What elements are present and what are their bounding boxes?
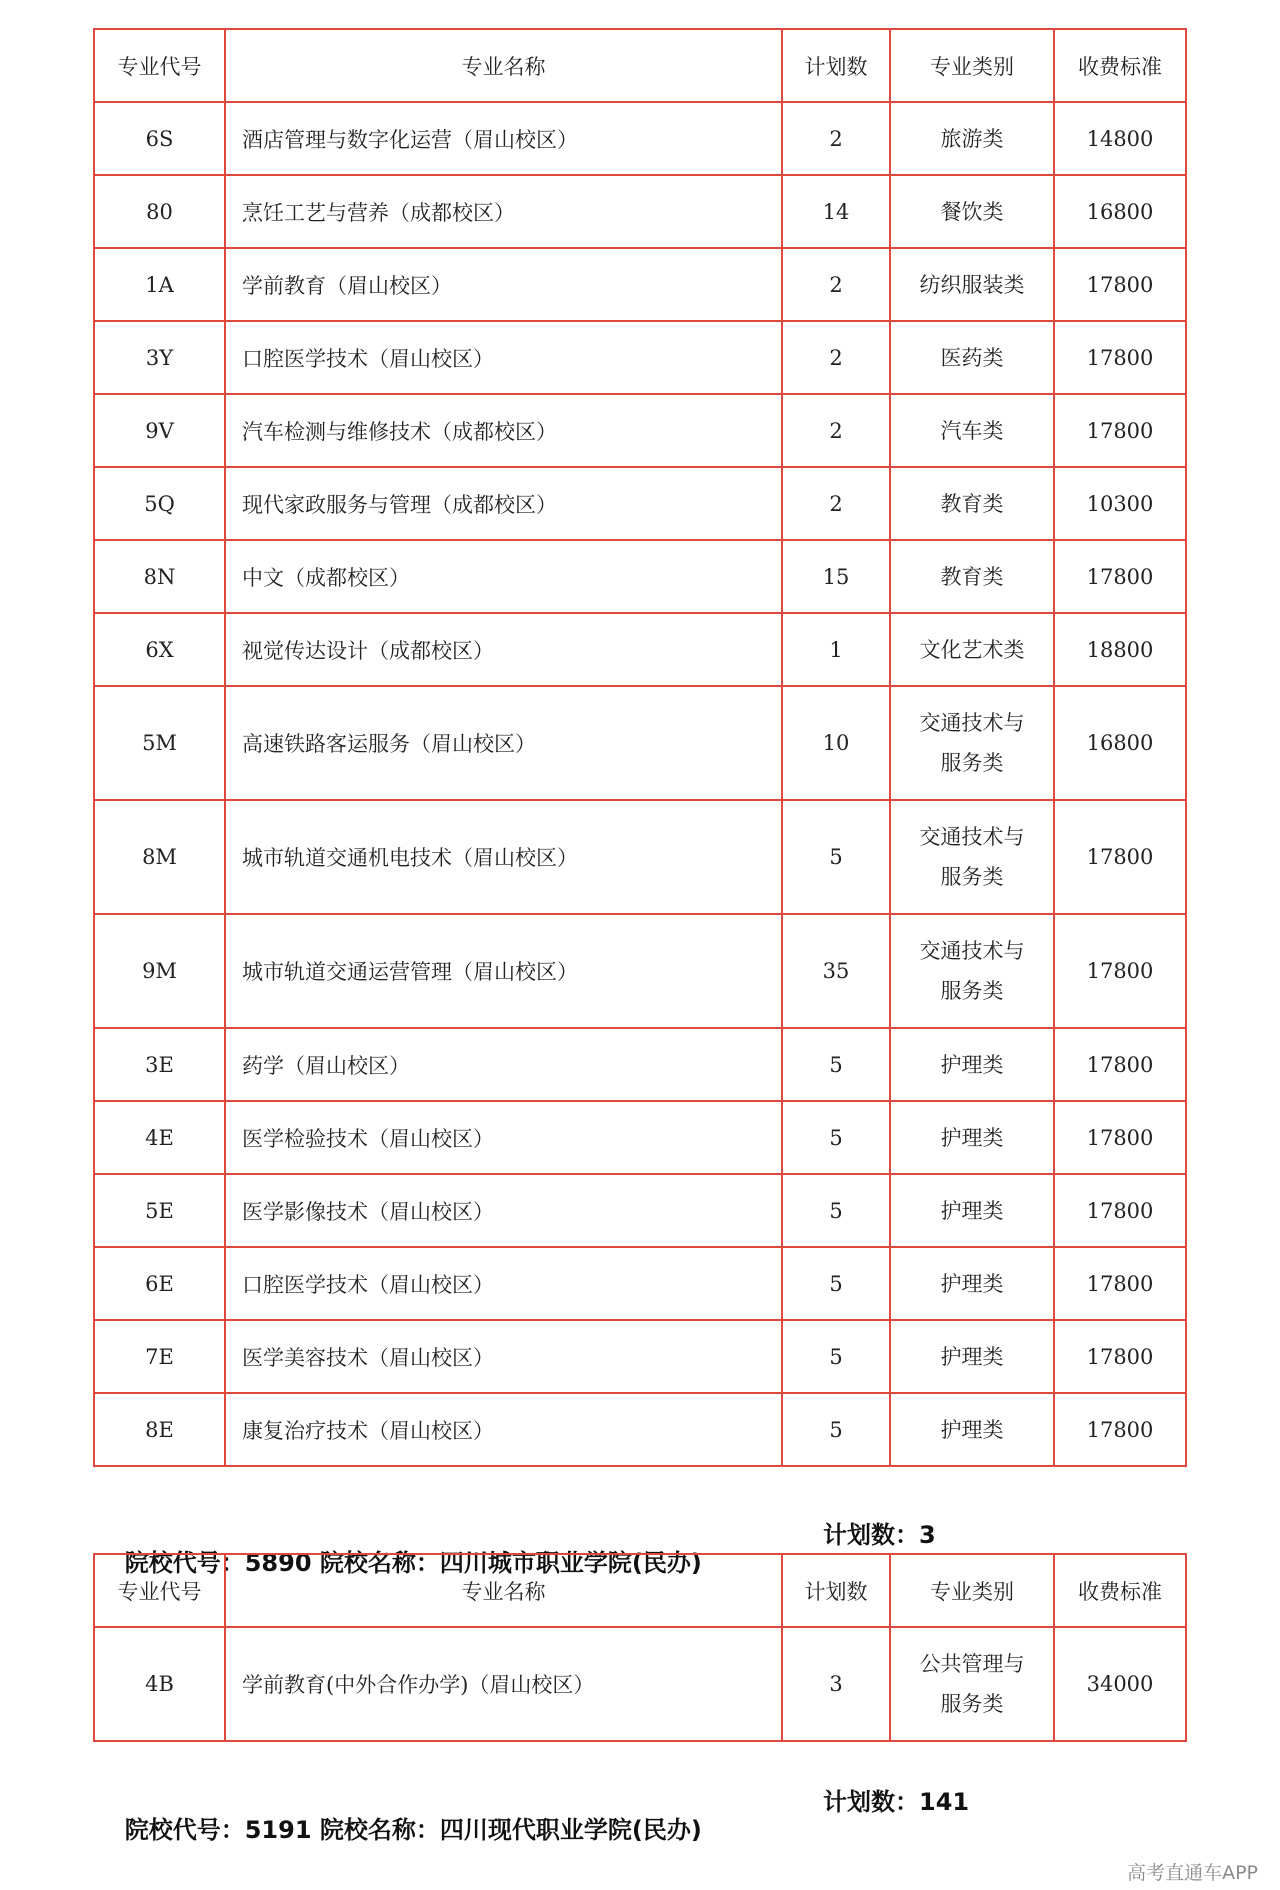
- cell-plan: 5: [782, 800, 890, 914]
- cell-plan: 2: [782, 102, 890, 175]
- cell-code: 5M: [94, 686, 225, 800]
- cell-name: 学前教育(中外合作办学)（眉山校区）: [225, 1627, 782, 1741]
- cell-name: 烹饪工艺与营养（成都校区）: [225, 175, 782, 248]
- cell-category: [890, 102, 1054, 175]
- cell-plan: 10: [782, 686, 890, 800]
- header-name: 专业名称: [225, 1554, 782, 1627]
- header-category: 专业类别: [890, 29, 1054, 102]
- cell-category: [890, 800, 1054, 914]
- category-line: 医药类: [940, 345, 1004, 370]
- table-row: [94, 914, 1186, 1028]
- cell-name: 医学美容技术（眉山校区）: [225, 1320, 782, 1393]
- table-row: [94, 540, 1186, 613]
- cell-code: 4B: [94, 1627, 225, 1741]
- category-line: 汽车类: [940, 418, 1004, 443]
- table-row: [94, 102, 1186, 175]
- table-header: [94, 29, 1186, 102]
- table-header: [94, 1554, 1186, 1627]
- cell-name: 药学（眉山校区）: [225, 1028, 782, 1101]
- header-code: 专业代号: [94, 29, 225, 102]
- cell-code: 6S: [94, 102, 225, 175]
- category-line: 公共管理与: [919, 1652, 1025, 1676]
- cell-fee: 17800: [1054, 394, 1186, 467]
- cell-plan: 5: [782, 1247, 890, 1320]
- category-line: 服务类: [940, 751, 1004, 775]
- cell-code: 8M: [94, 800, 225, 914]
- table-body: [94, 1627, 1186, 1741]
- cell-category: [890, 686, 1054, 800]
- cell-plan: 2: [782, 248, 890, 321]
- table-row: [94, 175, 1186, 248]
- category-line: 纺织服装类: [919, 272, 1025, 297]
- cell-fee: 17800: [1054, 1320, 1186, 1393]
- table-row: [94, 1101, 1186, 1174]
- category-line: 护理类: [940, 1198, 1004, 1223]
- school-plan-count: 计划数：3: [823, 1521, 936, 1549]
- cell-plan: 3: [782, 1627, 890, 1741]
- cell-category: [890, 1627, 1054, 1741]
- cell-code: 7E: [94, 1320, 225, 1393]
- cell-fee: 17800: [1054, 248, 1186, 321]
- cell-name: 城市轨道交通机电技术（眉山校区）: [225, 800, 782, 914]
- cell-code: 9M: [94, 914, 225, 1028]
- table-row: [94, 1393, 1186, 1466]
- table-row: [94, 1028, 1186, 1101]
- cell-category: [890, 1393, 1054, 1466]
- cell-category: [890, 1320, 1054, 1393]
- cell-code: 6X: [94, 613, 225, 686]
- header-fee: 收费标准: [1054, 29, 1186, 102]
- cell-code: 3Y: [94, 321, 225, 394]
- cell-plan: 15: [782, 540, 890, 613]
- header-plan: 计划数: [782, 1554, 890, 1627]
- cell-plan: 1: [782, 613, 890, 686]
- cell-code: 5Q: [94, 467, 225, 540]
- header-category: 专业类别: [890, 1554, 1054, 1627]
- cell-name: 现代家政服务与管理（成都校区）: [225, 467, 782, 540]
- cell-fee: 17800: [1054, 1101, 1186, 1174]
- cell-name: 高速铁路客运服务（眉山校区）: [225, 686, 782, 800]
- table-body: [94, 102, 1186, 1466]
- category-line: 护理类: [940, 1417, 1004, 1442]
- cell-fee: 10300: [1054, 467, 1186, 540]
- majors-table-1: [93, 28, 1187, 1467]
- cell-fee: 17800: [1054, 1028, 1186, 1101]
- cell-plan: 2: [782, 467, 890, 540]
- cell-plan: 2: [782, 394, 890, 467]
- category-line: 文化艺术类: [919, 637, 1025, 662]
- cell-fee: 18800: [1054, 613, 1186, 686]
- cell-fee: 17800: [1054, 1393, 1186, 1466]
- cell-fee: 17800: [1054, 914, 1186, 1028]
- school-plan-count: 计划数：141: [823, 1788, 970, 1816]
- header-fee: 收费标准: [1054, 1554, 1186, 1627]
- cell-fee: 17800: [1054, 1174, 1186, 1247]
- school-label: 院校代号：5191 院校名称：四川现代职业学院(民办): [124, 1816, 702, 1844]
- cell-plan: 5: [782, 1174, 890, 1247]
- cell-code: 8N: [94, 540, 225, 613]
- category-line: 教育类: [940, 564, 1004, 589]
- cell-fee: 17800: [1054, 1247, 1186, 1320]
- cell-name: 医学影像技术（眉山校区）: [225, 1174, 782, 1247]
- cell-category: [890, 1247, 1054, 1320]
- cell-fee: 17800: [1054, 540, 1186, 613]
- table-row: [94, 321, 1186, 394]
- cell-category: [890, 248, 1054, 321]
- category-line: 护理类: [940, 1052, 1004, 1077]
- cell-category: [890, 540, 1054, 613]
- cell-code: 8E: [94, 1393, 225, 1466]
- cell-name: 康复治疗技术（眉山校区）: [225, 1393, 782, 1466]
- header-name: 专业名称: [225, 29, 782, 102]
- table-row: [94, 467, 1186, 540]
- cell-plan: 5: [782, 1393, 890, 1466]
- cell-code: 6E: [94, 1247, 225, 1320]
- header-plan: 计划数: [782, 29, 890, 102]
- category-line: 教育类: [940, 491, 1004, 516]
- cell-name: 视觉传达设计（成都校区）: [225, 613, 782, 686]
- cell-plan: 5: [782, 1028, 890, 1101]
- cell-code: 5E: [94, 1174, 225, 1247]
- cell-category: [890, 914, 1054, 1028]
- cell-category: [890, 394, 1054, 467]
- cell-plan: 14: [782, 175, 890, 248]
- header-code: 专业代号: [94, 1554, 225, 1627]
- cell-plan: 35: [782, 914, 890, 1028]
- majors-table-2: [93, 1553, 1187, 1742]
- cell-code: 3E: [94, 1028, 225, 1101]
- category-line: 服务类: [940, 979, 1004, 1003]
- cell-fee: 17800: [1054, 321, 1186, 394]
- category-line: 护理类: [940, 1125, 1004, 1150]
- cell-name: 口腔医学技术（眉山校区）: [225, 321, 782, 394]
- table-row: [94, 248, 1186, 321]
- category-line: 旅游类: [940, 126, 1004, 151]
- category-line: 交通技术与: [919, 825, 1025, 849]
- table-row: [94, 1247, 1186, 1320]
- cell-code: 9V: [94, 394, 225, 467]
- cell-name: 学前教育（眉山校区）: [225, 248, 782, 321]
- cell-code: 4E: [94, 1101, 225, 1174]
- cell-fee: 34000: [1054, 1627, 1186, 1741]
- school-label: 院校代号：5890 院校名称：四川城市职业学院(民办): [124, 1549, 702, 1577]
- cell-name: 中文（成都校区）: [225, 540, 782, 613]
- category-line: 交通技术与: [919, 939, 1025, 963]
- cell-category: [890, 467, 1054, 540]
- cell-name: 酒店管理与数字化运营（眉山校区）: [225, 102, 782, 175]
- cell-plan: 5: [782, 1320, 890, 1393]
- table-row: [94, 1627, 1186, 1741]
- cell-category: [890, 1028, 1054, 1101]
- table-row: [94, 686, 1186, 800]
- cell-name: 城市轨道交通运营管理（眉山校区）: [225, 914, 782, 1028]
- category-line: 护理类: [940, 1344, 1004, 1369]
- table-row: [94, 1320, 1186, 1393]
- cell-category: [890, 1174, 1054, 1247]
- table-row: [94, 613, 1186, 686]
- cell-fee: 14800: [1054, 102, 1186, 175]
- cell-fee: 17800: [1054, 800, 1186, 914]
- cell-code: 80: [94, 175, 225, 248]
- cell-code: 1A: [94, 248, 225, 321]
- cell-category: [890, 1101, 1054, 1174]
- watermark: 高考直通车APP: [1127, 1862, 1258, 1884]
- cell-name: 口腔医学技术（眉山校区）: [225, 1247, 782, 1320]
- cell-category: [890, 321, 1054, 394]
- cell-name: 医学检验技术（眉山校区）: [225, 1101, 782, 1174]
- cell-plan: 2: [782, 321, 890, 394]
- category-line: 交通技术与: [919, 711, 1025, 735]
- category-line: 服务类: [940, 865, 1004, 889]
- cell-category: [890, 175, 1054, 248]
- category-line: 餐饮类: [940, 199, 1004, 224]
- cell-plan: 5: [782, 1101, 890, 1174]
- cell-name: 汽车检测与维修技术（成都校区）: [225, 394, 782, 467]
- table-row: [94, 394, 1186, 467]
- cell-fee: 16800: [1054, 175, 1186, 248]
- cell-fee: 16800: [1054, 686, 1186, 800]
- cell-category: [890, 613, 1054, 686]
- category-line: 服务类: [940, 1692, 1004, 1716]
- school-info-5191: [108, 1782, 970, 1873]
- table-row: [94, 1174, 1186, 1247]
- category-line: 护理类: [940, 1271, 1004, 1296]
- table-row: [94, 800, 1186, 914]
